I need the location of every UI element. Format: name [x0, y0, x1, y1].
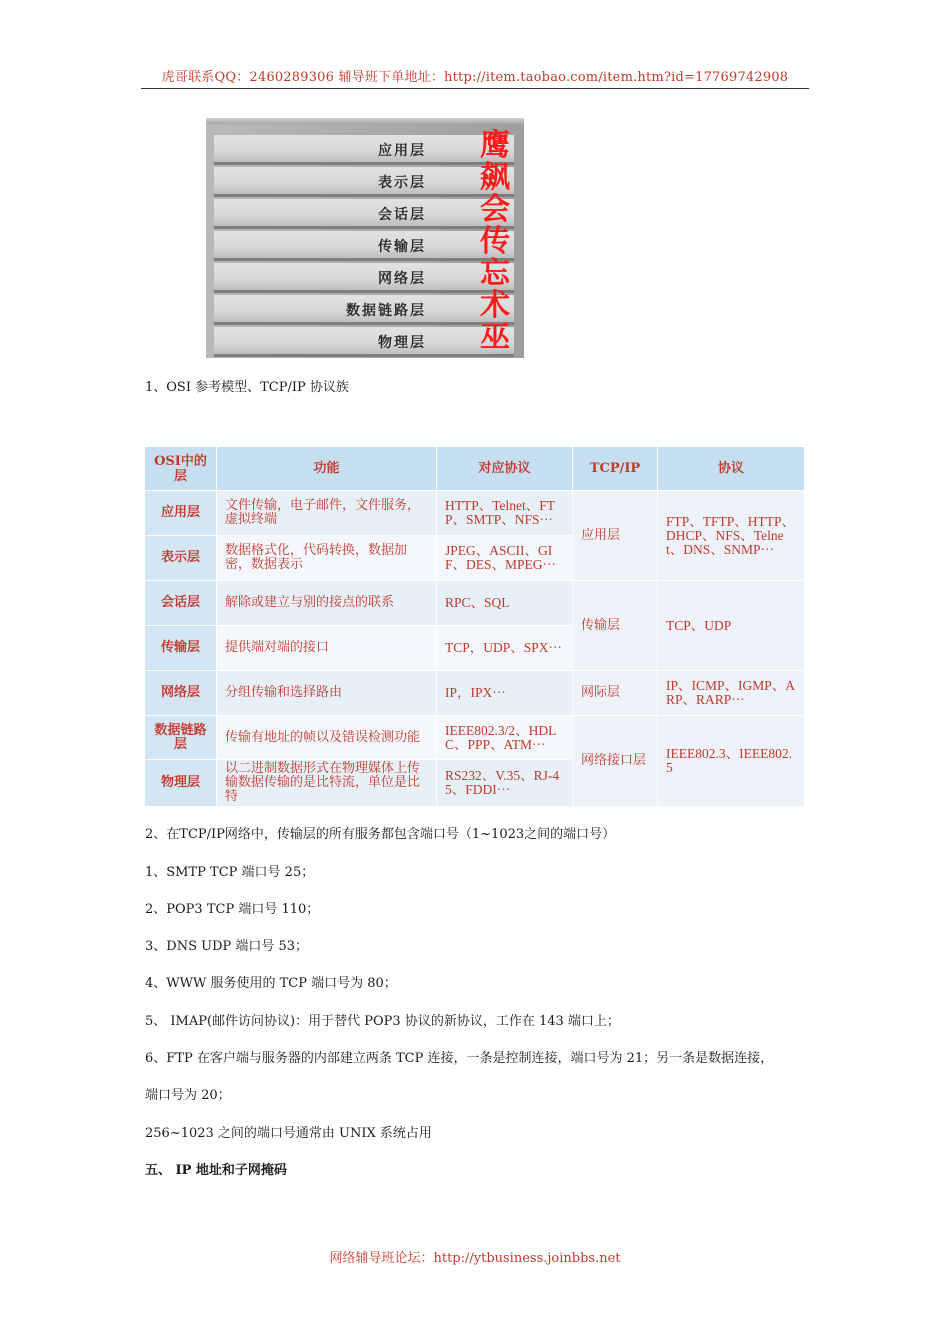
tcpip-layer-cell: 网际层: [573, 671, 658, 716]
paragraph-www: 4、WWW 服务使用的 TCP 端口号为 80；: [145, 976, 397, 991]
paragraph-smtp: 1、SMTP TCP 端口号 25；: [145, 865, 315, 880]
table-header-cell: 功能: [217, 447, 437, 491]
function-cell: 文件传输，电子邮件，文件服务，虚拟终端: [217, 491, 437, 536]
osi-layer-cell: 网络层: [145, 671, 217, 716]
paragraph-imap: 5、 IMAP(邮件访问协议)：用于替代 POP3 协议的新协议，工作在 143 端口上；: [145, 1014, 620, 1029]
stack-mnemonic-char: 忘: [480, 256, 510, 291]
table-row: [145, 581, 805, 626]
osi-layer-cell: 数据链路层: [145, 716, 217, 760]
stack-mnemonic-char: 巫: [480, 320, 510, 355]
section-heading-ip: 五、 IP 地址和子网掩码: [145, 1163, 287, 1178]
stack-mnemonic-char: 会: [480, 192, 510, 227]
paragraph-ftp: 6、FTP 在客户端与服务器的内部建立两条 TCP 连接，一条是控制连接，端口号为 21；另一条是数据连接，: [145, 1051, 774, 1066]
protocol-cell: HTTP、Telnet、FTP、SMTP、NFS···: [437, 491, 573, 536]
stack-layer-transport: [214, 224, 514, 261]
osi-layer-cell: 传输层: [145, 626, 217, 671]
table-header-cell: 协议: [658, 447, 805, 491]
protocol-cell: IEEE802.3/2、HDLC、PPP、ATM···: [437, 716, 573, 760]
function-cell: 提供端对端的接口: [217, 626, 437, 671]
osi-layer-cell: 物理层: [145, 760, 217, 807]
protocol-cell: IP，IPX···: [437, 671, 573, 716]
tcpip-protocol-cell: IP、ICMP、IGMP、ARP、RARP···: [658, 671, 805, 716]
paragraph-dns: 3、DNS UDP 端口号 53；: [145, 939, 309, 954]
header-divider: [141, 88, 809, 89]
function-cell: 解除或建立与别的接点的联系: [217, 581, 437, 626]
paragraph-port-intro: 2、在TCP/IP网络中，传输层的所有服务都包含端口号（1~1023之间的端口号）: [145, 827, 616, 842]
table-header-cell: 对应协议: [437, 447, 573, 491]
stack-layer-label: 网络层: [378, 271, 426, 287]
stack-layer-label: 应用层: [378, 143, 426, 159]
tcpip-protocol-cell: TCP、UDP: [658, 581, 805, 671]
stack-mnemonic-char: 传: [480, 224, 510, 259]
tcpip-layer-cell: 应用层: [573, 491, 658, 581]
table-header-cell: OSI中的层: [145, 447, 217, 491]
osi-layer-cell: 会话层: [145, 581, 217, 626]
paragraph-unix-ports: 256~1023 之间的端口号通常由 UNIX 系统占用: [145, 1126, 432, 1141]
stack-mnemonic-char: 术: [480, 288, 510, 323]
function-cell: 数据格式化，代码转换，数据加密，数据表示: [217, 536, 437, 581]
table-row: [145, 491, 805, 536]
protocol-cell: JPEG、ASCII、GIF、DES、MPEG···: [437, 536, 573, 581]
osi-layer-stack-figure: [206, 118, 524, 358]
stack-layer-session: [214, 192, 514, 229]
table-header-cell: TCP/IP: [573, 447, 658, 491]
function-cell: 传输有地址的帧以及错误检测功能: [217, 716, 437, 760]
section-heading-osi: 1、OSI 参考模型、TCP/IP 协议族: [145, 380, 349, 395]
stack-layer-presentation: [214, 160, 514, 197]
stack-layer-label: 会话层: [378, 207, 426, 223]
stack-mnemonic-char: 飙: [480, 160, 510, 195]
tcpip-layer-cell: 网络接口层: [573, 716, 658, 807]
stack-layer-physical: [214, 320, 514, 357]
paragraph-pop3: 2、POP3 TCP 端口号 110；: [145, 902, 320, 917]
osi-layer-cell: 应用层: [145, 491, 217, 536]
function-cell: 以二进制数据形式在物理媒体上传输数据传输的是比特流，单位是比特: [217, 760, 437, 807]
osi-tcpip-table: [144, 446, 805, 807]
stack-layer-label: 数据链路层: [346, 303, 426, 319]
stack-top-edge: [206, 118, 524, 124]
osi-layer-cell: 表示层: [145, 536, 217, 581]
paragraph-ftp-cont: 端口号为 20；: [145, 1088, 231, 1103]
table-row: [145, 716, 805, 760]
tcpip-layer-cell: 传输层: [573, 581, 658, 671]
stack-layer-datalink: [214, 288, 514, 325]
stack-layer-label: 表示层: [378, 175, 426, 191]
stack-layer-network: [214, 256, 514, 293]
protocol-cell: RPC、SQL: [437, 581, 573, 626]
protocol-cell: TCP，UDP、SPX···: [437, 626, 573, 671]
stack-layer-label: 物理层: [378, 335, 426, 351]
table-header-row: [145, 447, 805, 491]
stack-mnemonic-char: 鹰: [480, 128, 510, 163]
table-row: [145, 671, 805, 716]
stack-layer-application: [214, 128, 514, 165]
stack-layer-label: 传输层: [378, 239, 426, 255]
tcpip-protocol-cell: FTP、TFTP、HTTP、DHCP、NFS、Telnet、DNS、SNMP···: [658, 491, 805, 581]
page-header: 虎哥联系QQ：2460289306 辅导班下单地址：http://item.taobao.com/item.htm?id=17769742908: [161, 70, 789, 85]
page-footer: 网络辅导班论坛：http://ytbusiness.joinbbs.net: [329, 1251, 621, 1266]
protocol-cell: RS232、V.35、RJ-45、FDDI···: [437, 760, 573, 807]
tcpip-protocol-cell: IEEE802.3、IEEE802.5: [658, 716, 805, 807]
function-cell: 分组传输和选择路由: [217, 671, 437, 716]
